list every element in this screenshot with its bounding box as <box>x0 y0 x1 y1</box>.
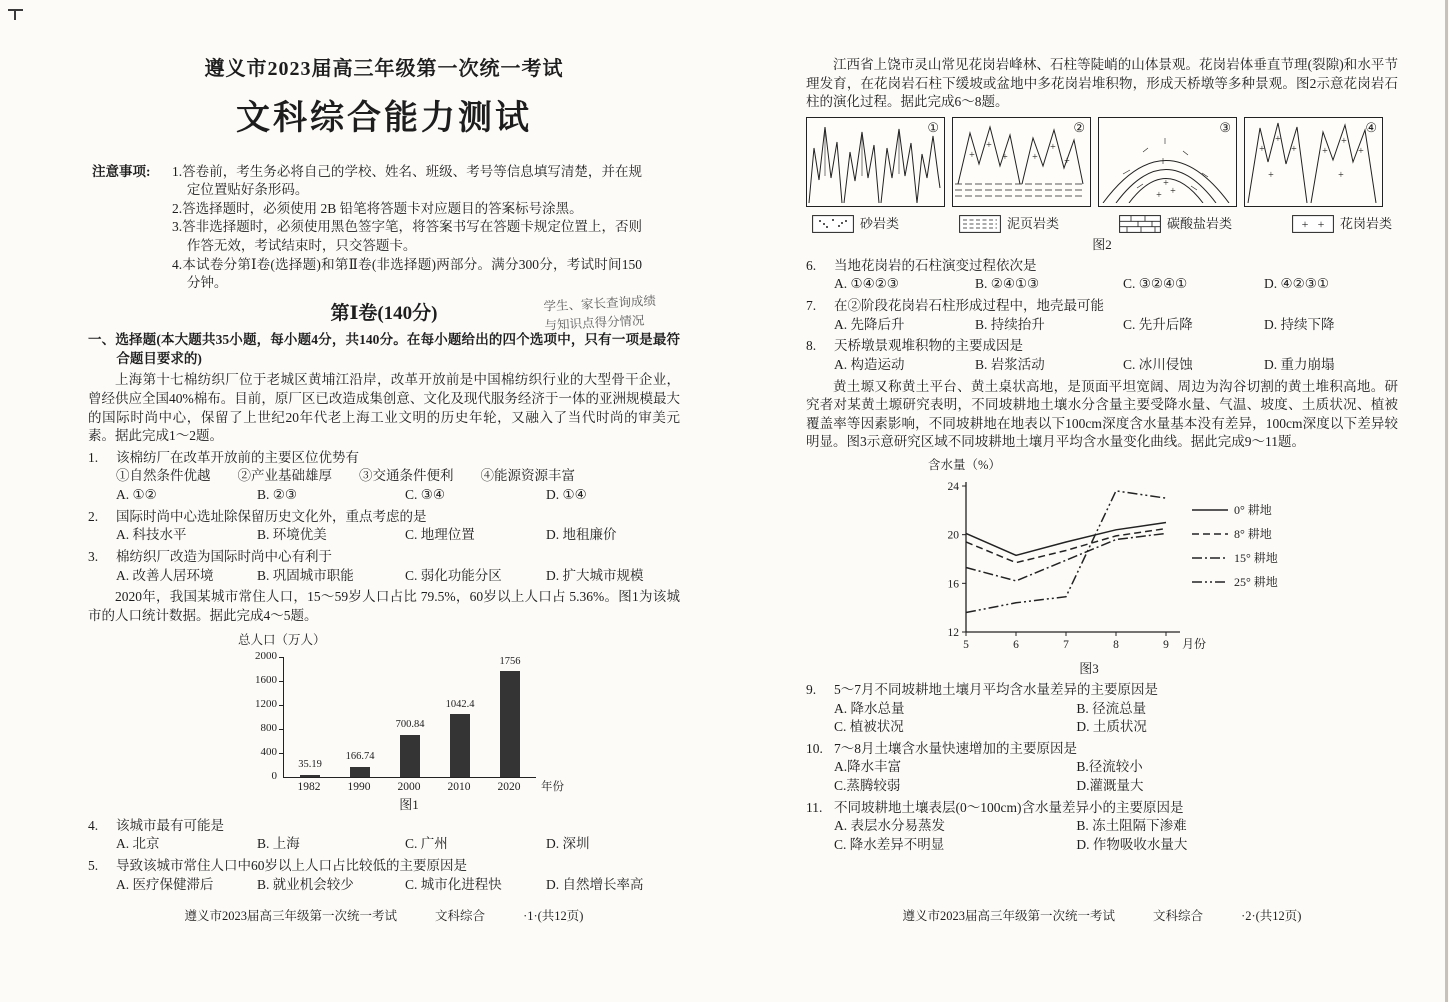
notice-item-3: 3.答非选择题时，必须使用黑色签字笔，将答案书写在答题卡规定位置上，否则作答无效，考试结束时，只交答题卡。 <box>172 219 642 253</box>
answer-option: B. 环境优美 <box>257 527 327 543</box>
figure1-x-tick-label: 2000 <box>397 780 421 793</box>
figure1-plot-area <box>255 649 536 782</box>
figure2-panel2-drawing <box>953 118 1087 203</box>
svg-text:+: + <box>1268 169 1274 181</box>
question-head <box>806 681 1398 700</box>
page-1 <box>88 0 680 894</box>
figure3-legend-label: 15° 耕地 <box>1234 551 1278 566</box>
answer-option: C. 城市化进程快 <box>405 876 502 892</box>
figure1-bar-1982 <box>300 775 320 777</box>
answer-option: C. ③②④① <box>1123 276 1188 292</box>
question-7 <box>806 297 1398 334</box>
notices-label: 注意事项: <box>92 163 151 179</box>
figure3-legend-label: 8° 耕地 <box>1234 527 1272 542</box>
answer-option: B. ②③ <box>257 487 297 503</box>
figure3-x-axis-unit: 月份 <box>1182 637 1207 652</box>
svg-text:+: + <box>1170 185 1176 197</box>
figure3-y-tick-label: 16 <box>947 578 959 591</box>
figure2-panel1-drawing <box>807 118 941 203</box>
page-2 <box>806 0 1398 855</box>
svg-text:+: + <box>1156 189 1162 201</box>
question-stem: 导致该城市常住人口中60岁以上人口占比较低的主要原因是 <box>116 857 467 873</box>
legend-item-granite <box>1292 215 1392 233</box>
scan-crop-mark <box>8 9 23 21</box>
question-10 <box>806 740 1398 796</box>
answer-option: D. ①④ <box>546 487 587 503</box>
figure1-y-tick-label: 1600 <box>255 673 277 686</box>
answer-options <box>806 758 1314 795</box>
figure1-y-tick-label: 0 <box>271 769 277 782</box>
handwritten-note-line: 学生、家长查询成绩 <box>543 293 657 314</box>
page1-footer <box>88 906 680 924</box>
figure2-panels <box>806 117 1398 207</box>
answer-option: D. ④②③① <box>1264 276 1329 292</box>
answer-option: D. 地租廉价 <box>546 527 617 543</box>
figure1-caption: 图1 <box>399 796 419 812</box>
figure1-bar-1990 <box>350 767 370 777</box>
questions-1-3 <box>88 449 680 585</box>
answer-option: B. 冻土阻隔下渗难 <box>1076 818 1187 834</box>
answer-option: B. 径流总量 <box>1076 700 1147 716</box>
question-sub-items: ①自然条件优越 ②产业基础雄厚 ③交通条件便利 ④能源资源丰富 <box>116 468 575 484</box>
answer-option: A. 北京 <box>116 836 160 852</box>
figure1-x-tick-label: 2010 <box>447 780 471 793</box>
svg-text:+: + <box>1358 145 1364 157</box>
question-number: 1. <box>88 449 99 465</box>
figure1-y-tick-label: 1200 <box>255 697 277 710</box>
question-number: 10. <box>806 740 823 756</box>
figure1-value-label: 166.74 <box>345 751 375 763</box>
svg-text:+: + <box>1275 133 1281 145</box>
figure1-y-tick-label: 800 <box>260 721 277 734</box>
question-number: 5. <box>88 857 99 873</box>
question-head <box>88 548 680 567</box>
answer-options <box>806 316 1398 335</box>
passage-city-population: 2020年，我国某城市常住人口，15～59岁人口占比 79.5%，60岁以上人口占 5.36%。图1为该城市的人口统计数据。据此完成4～5题。 <box>88 589 680 623</box>
footer-page-number: ·2·(共12页) <box>1241 909 1302 923</box>
svg-text:+: + <box>1317 216 1325 231</box>
answer-option: C. 弱化功能分区 <box>405 567 502 583</box>
answer-option: B. ②④①③ <box>975 276 1040 292</box>
answer-option: D. 深圳 <box>546 836 590 852</box>
svg-text:+: + <box>1301 216 1309 231</box>
question-3 <box>88 548 680 585</box>
notice-item-4: 4.本试卷分第Ⅰ卷(选择题)和第Ⅱ卷(非选择题)两部分。满分300分，考试时间150分钟。 <box>172 256 642 291</box>
figure1-value-label: 700.84 <box>395 719 425 731</box>
figure2-panel4-drawing <box>1245 118 1379 203</box>
answer-option: A. 表层水分易蒸发 <box>834 818 945 834</box>
figure3-y-tick-label: 20 <box>947 529 959 542</box>
figure1-value-label: 35.19 <box>298 759 322 771</box>
figure3-line-chart <box>924 457 1354 678</box>
figure1-bar-2010 <box>450 714 470 777</box>
question-number: 9. <box>806 681 817 697</box>
scan-edge-shadow <box>1445 0 1448 1002</box>
figure3-y-axis-title: 含水量（%） <box>928 458 1001 473</box>
section-instruction: 一、选择题(本大题共35小题，每小题4分，共140分。在每小题给出的四个选项中，只有一项是最符合题目要求的) <box>88 332 680 366</box>
answer-option: A. ①④②③ <box>834 276 899 292</box>
figure2-caption: 图2 <box>1092 236 1112 252</box>
notices-list <box>172 163 642 293</box>
figure2-panel-3 <box>1098 117 1237 207</box>
figure3-series-8° 耕地 <box>966 529 1166 563</box>
question-number: 4. <box>88 817 99 833</box>
answer-option: C. 降水差异不明显 <box>834 836 945 852</box>
figure1-y-tick-label: 2000 <box>255 649 277 662</box>
answer-option: D. 自然增长率高 <box>546 876 644 892</box>
page2-footer <box>806 906 1398 924</box>
figure1-bar-chart <box>238 632 568 813</box>
question-head <box>88 508 680 527</box>
answer-option: D. 重力崩塌 <box>1264 356 1335 372</box>
footer-subject: 文科综合 <box>1153 909 1204 923</box>
figure3-plot <box>924 476 1344 654</box>
figure3-legend-label: 25° 耕地 <box>1234 575 1278 590</box>
figure2-panel-1 <box>806 117 945 207</box>
question-stem: 该棉纺厂在改革开放前的主要区位优势有 <box>116 449 359 465</box>
figure2-legend <box>812 215 1392 233</box>
figure1-y-axis-title: 总人口（万人） <box>238 633 326 648</box>
figure1-y-tick-mark <box>279 681 284 682</box>
figure1-x-tick-label: 2020 <box>497 780 521 793</box>
question-stem: 7～8月土壤含水量快速增加的主要原因是 <box>834 740 1077 756</box>
question-stem: 国际时尚中心选址除保留历史文化外，重点考虑的是 <box>116 508 427 524</box>
figure1-value-label: 1042.4 <box>445 698 475 710</box>
legend-swatch-shale <box>959 215 1001 233</box>
question-number: 8. <box>806 338 817 354</box>
svg-text:+: + <box>1064 155 1070 167</box>
answer-option: A. 科技水平 <box>116 527 187 543</box>
legend-swatch-sandstone <box>812 215 854 233</box>
exam-subject-title: 文科综合能力测试 <box>236 99 532 137</box>
figure2-panel-4 <box>1244 117 1383 207</box>
question-stem: 不同坡耕地土壤表层(0～100cm)含水量差异小的主要原因是 <box>834 799 1184 815</box>
figure2-panel-number: ④ <box>1365 119 1377 135</box>
question-6 <box>806 257 1398 294</box>
figure3-y-tick-label: 24 <box>947 481 959 494</box>
figure3-caption: 图3 <box>1079 660 1099 676</box>
question-stem: 5～7月不同坡耕地土壤月平均含水量差异的主要原因是 <box>834 681 1158 697</box>
question-2 <box>88 508 680 545</box>
answer-option: B. 岩浆活动 <box>975 356 1045 372</box>
figure2-panel3-drawing <box>1099 118 1233 203</box>
question-head <box>806 337 1398 356</box>
svg-text:+: + <box>1032 151 1038 163</box>
figure1-y-tick-mark <box>279 729 284 730</box>
svg-text:+: + <box>1291 143 1297 155</box>
svg-text:+: + <box>969 149 975 161</box>
legend-item-carbonate <box>1119 215 1232 233</box>
answer-option: D. 扩大城市规模 <box>546 567 644 583</box>
answer-option: C.蒸腾较弱 <box>834 778 901 793</box>
svg-text:+: + <box>1341 135 1347 147</box>
answer-option: A. ①② <box>116 487 157 503</box>
figure2-panel-number: ② <box>1073 119 1085 135</box>
legend-label: 泥页岩类 <box>1006 215 1059 231</box>
figure1-bar-2020 <box>500 671 520 776</box>
answer-option: A. 医疗保健滞后 <box>116 876 214 892</box>
answer-option: A. 构造运动 <box>834 356 905 372</box>
question-number: 11. <box>806 799 823 815</box>
question-head <box>806 799 1398 818</box>
figure3-x-tick-label: 7 <box>1063 639 1069 652</box>
passage-shanghai-mill: 上海第十七棉纺织厂位于老城区黄埔江沿岸，改革开放前是中国棉纺织行业的大型骨干企业，曾经供应全国40%棉布。目前，原厂区已改造成集创意、文化及现代服务经济于一体的亚洲规模最大的国际时尚中心，保留了上世纪20年代老上海工业文明的历史年轮，又融入了当代时尚的审美元素。据此完成1～2题。 <box>88 372 680 444</box>
question-5 <box>88 857 680 894</box>
notice-item-1: 1.答卷前，考生务必将自己的学校、姓名、班级、考号等信息填写清楚，并在规定位置贴好条形码。 <box>172 163 642 198</box>
answer-option: B. 持续抬升 <box>975 316 1045 332</box>
answer-options <box>806 356 1398 375</box>
figure3-x-tick-label: 5 <box>963 639 969 652</box>
question-stem: 天桥墩景观堆积物的主要成因是 <box>834 338 1023 354</box>
question-head <box>88 817 680 836</box>
figure2-rock-diagrams <box>806 117 1398 254</box>
figure3-series-25° 耕地 <box>966 491 1166 613</box>
answer-options <box>88 876 680 895</box>
question-9 <box>806 681 1398 737</box>
passage-loess-tableland: 黄土塬又称黄土平台、黄土桌状高地，是顶面平坦宽阔、周边为沟谷切割的黄土堆积高地。研究者对某黄土塬研究表明，不同坡耕地土壤水分含量主要受降水量、气温、坡度、土质状况、植被覆盖率等因素影响，不同坡耕地在地表以下100cm深度含水量基本没有差异，100cm深度以下差异较明显。图3示意研究区域不同坡耕地土壤月平均含水量变化曲线。据此完成9～11题。 <box>806 378 1398 450</box>
questions-6-8 <box>806 257 1398 375</box>
question-stem: 棉纺织厂改造为国际时尚中心有利于 <box>116 548 332 564</box>
question-number: 2. <box>88 508 99 524</box>
figure1-y-tick-mark <box>279 657 284 658</box>
answer-option: B. 巩固城市职能 <box>257 567 354 583</box>
footer-exam-name: 遵义市2023届高三年级第一次统一考试 <box>902 909 1116 923</box>
svg-text:+: + <box>1002 151 1008 163</box>
svg-text:+: + <box>1259 143 1265 155</box>
question-stem: 该城市最有可能是 <box>116 817 224 833</box>
answer-option: C. 广州 <box>405 836 448 852</box>
answer-option: A. 先降后升 <box>834 316 905 332</box>
question-11 <box>806 799 1398 855</box>
legend-swatch-granite <box>1292 215 1334 233</box>
legend-item-shale <box>959 215 1059 233</box>
figure3-y-tick-label: 12 <box>947 627 959 640</box>
question-number: 3. <box>88 548 99 564</box>
figure3-x-tick-label: 6 <box>1013 639 1019 652</box>
notice-item-2: 2.答选择题时，必须使用 2B 铅笔将答题卡对应题目的答案标号涂黑。 <box>172 200 583 216</box>
answer-options <box>88 567 680 586</box>
legend-item-sandstone <box>812 215 899 233</box>
figure2-panel-number: ③ <box>1219 119 1231 135</box>
figure1-x-tick-label: 1990 <box>347 780 371 793</box>
legend-swatch-carbonate <box>1119 215 1161 233</box>
question-number: 6. <box>806 257 817 273</box>
figure1-x-axis-labels <box>283 778 564 794</box>
answer-option: D. 作物吸收水量大 <box>1076 836 1188 852</box>
exam-session-title: 遵义市2023届高三年级第一次统一考试 <box>204 58 564 80</box>
svg-text:+: + <box>1322 145 1328 157</box>
passage-granite-pillars: 江西省上饶市灵山常见花岗岩峰林、石柱等陡峭的山体景观。花岗岩体垂直节理(裂隙)和水平节理发育，在花岗岩石柱下缓坡或盆地中多花岗岩堆积物，形成天桥墩等多种景观。图2示意花岗岩石柱的演化过程。据此完成6～8题。 <box>806 57 1398 110</box>
answer-options <box>88 835 680 854</box>
question-4 <box>88 817 680 854</box>
figure1-y-tick-label: 400 <box>260 745 277 758</box>
questions-9-11 <box>806 681 1398 855</box>
answer-option: B. 上海 <box>257 836 300 852</box>
figure1-bar-2000 <box>400 735 420 777</box>
answer-option: C. 先升后降 <box>1123 316 1193 332</box>
answer-option: B.径流较小 <box>1076 759 1143 775</box>
answer-option: C. 植被状况 <box>834 719 904 735</box>
handwritten-note <box>543 290 685 335</box>
figure3-x-tick-label: 9 <box>1163 639 1169 652</box>
answer-options <box>806 817 1314 854</box>
question-1 <box>88 449 680 505</box>
svg-text:+: + <box>986 139 992 151</box>
svg-text:+: + <box>1050 141 1056 153</box>
answer-option: C. 地理位置 <box>405 527 475 543</box>
answer-option: A. 改善人居环境 <box>116 567 214 583</box>
question-head <box>88 449 680 468</box>
figure3-x-tick-label: 8 <box>1113 639 1119 652</box>
legend-label: 花岗岩类 <box>1339 215 1392 231</box>
question-8 <box>806 337 1398 374</box>
answer-option: C. ③④ <box>405 487 446 503</box>
legend-label: 砂岩类 <box>860 215 900 231</box>
question-head <box>806 297 1398 316</box>
figure1-y-tick-mark <box>279 753 284 754</box>
question-head <box>806 257 1398 276</box>
svg-text:+: + <box>1163 177 1169 189</box>
question-head <box>806 740 1398 759</box>
figure1-value-label: 1756 <box>499 655 521 667</box>
question-number: 7. <box>806 298 817 314</box>
questions-4-5 <box>88 817 680 895</box>
figure1-y-tick-mark <box>279 705 284 706</box>
answer-option: A. 降水总量 <box>834 700 905 716</box>
figure2-panel-2 <box>952 117 1091 207</box>
answer-option: D.灌溉量大 <box>1076 778 1144 793</box>
answer-option: D. 持续下降 <box>1264 316 1335 332</box>
figure3-series-15° 耕地 <box>966 534 1166 581</box>
exam-notices <box>88 163 642 293</box>
footer-exam-name: 遵义市2023届高三年级第一次统一考试 <box>184 909 398 923</box>
question-stem: 在②阶段花岗岩石柱形成过程中，地壳最可能 <box>834 298 1104 314</box>
answer-option: D. 土质状况 <box>1076 719 1147 735</box>
figure1-x-tick-label: 1982 <box>297 780 321 793</box>
footer-page-number: ·1·(共12页) <box>523 909 584 923</box>
svg-text:+: + <box>1338 169 1344 181</box>
answer-option: C. 冰川侵蚀 <box>1123 356 1193 372</box>
question-stem: 当地花岗岩的石柱演变过程依次是 <box>834 257 1037 273</box>
legend-label: 碳酸盐岩类 <box>1166 215 1232 231</box>
section-title: 第Ⅰ卷(140分) <box>330 302 438 324</box>
question-head <box>88 857 680 876</box>
answer-option: A.降水丰富 <box>834 759 902 775</box>
answer-option: B. 就业机会较少 <box>257 876 354 892</box>
footer-subject: 文科综合 <box>435 909 486 923</box>
handwritten-note-line: 与知识点得分情况 <box>544 313 645 333</box>
answer-options <box>88 526 680 545</box>
figure3-legend-label: 0° 耕地 <box>1234 503 1272 518</box>
answer-options <box>806 275 1398 294</box>
answer-options <box>806 700 1314 737</box>
answer-options <box>88 486 680 505</box>
figure1-x-axis-unit: 年份 <box>541 780 564 793</box>
figure2-panel-number: ① <box>927 119 939 135</box>
